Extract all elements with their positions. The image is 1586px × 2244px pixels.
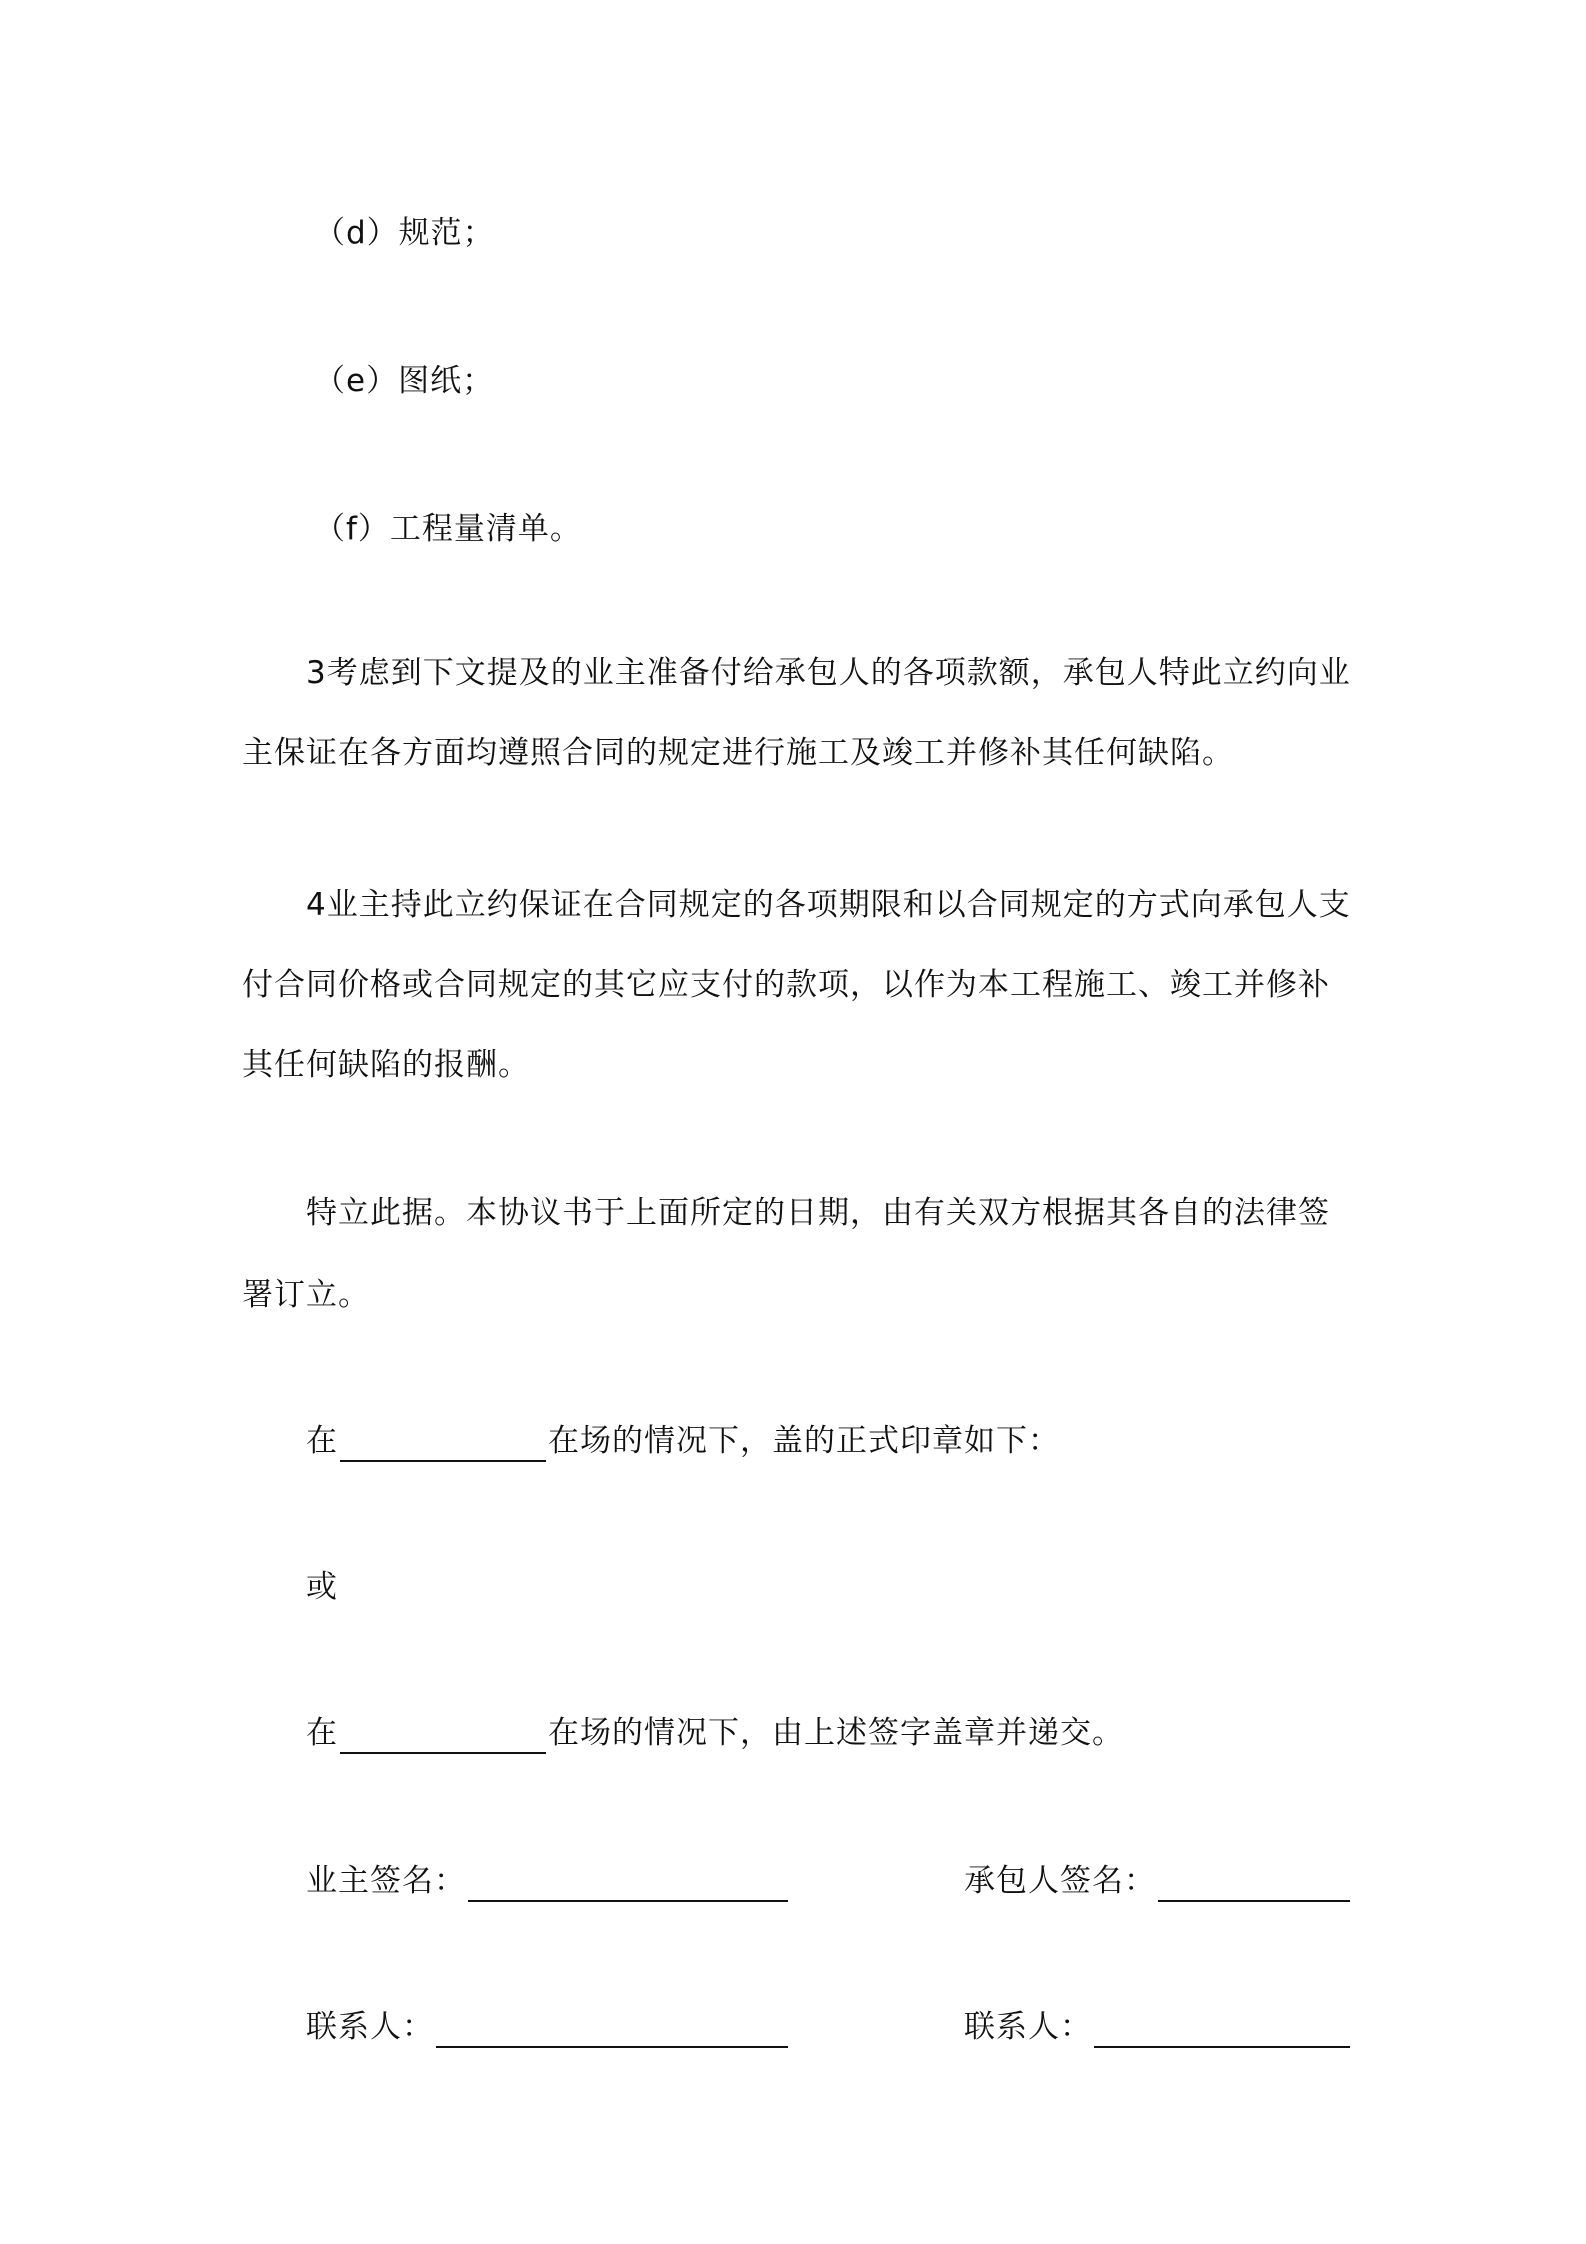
contractor-signature-blank[interactable] xyxy=(1158,1864,1350,1902)
contractor-signature xyxy=(964,1860,1352,1902)
owner-signature-blank[interactable] xyxy=(468,1864,788,1902)
seal-witness-blank[interactable] xyxy=(340,1424,546,1462)
closing-line-1: 特立此据。本协议书于上面所定的日期，由有关双方根据其各自的法律签 xyxy=(306,1195,1330,1231)
contractor-contact-label: 联系人： xyxy=(964,2009,1092,2045)
contractor-contact-blank[interactable] xyxy=(1094,2010,1350,2048)
sign-clause xyxy=(306,1712,1124,1754)
owner-signature-label: 业主签名： xyxy=(306,1863,466,1899)
paragraph-4-line-3: 其任何缺陷的报酬。 xyxy=(242,1047,530,1083)
owner-contact-label: 联系人： xyxy=(306,2009,434,2045)
seal-clause-suffix: 在场的情况下，盖的正式印章如下： xyxy=(548,1423,1060,1459)
seal-clause-prefix: 在 xyxy=(306,1423,338,1459)
sign-clause-prefix: 在 xyxy=(306,1715,338,1751)
list-item-f: （f）工程量清单。 xyxy=(314,511,582,547)
paragraph-3-line-1: 3考虑到下文提及的业主准备付给承包人的各项款额，承包人特此立约向业 xyxy=(306,655,1351,691)
paragraph-3-line-2: 主保证在各方面均遵照合同的规定进行施工及竣工并修补其任何缺陷。 xyxy=(242,735,1234,771)
sign-clause-suffix: 在场的情况下，由上述签字盖章并递交。 xyxy=(548,1715,1124,1751)
owner-contact xyxy=(306,2006,790,2048)
owner-contact-blank[interactable] xyxy=(436,2010,788,2048)
list-item-d: （d）规范； xyxy=(314,215,495,251)
seal-clause xyxy=(306,1420,1060,1462)
or-text: 或 xyxy=(306,1569,338,1605)
paragraph-4-line-1: 4业主持此立约保证在合同规定的各项期限和以合同规定的方式向承包人支 xyxy=(306,887,1351,923)
owner-signature xyxy=(306,1860,790,1902)
contractor-contact xyxy=(964,2006,1352,2048)
closing-line-2: 署订立。 xyxy=(242,1277,370,1313)
paragraph-4-line-2: 付合同价格或合同规定的其它应支付的款项，以作为本工程施工、竣工并修补 xyxy=(242,967,1330,1003)
contractor-signature-label: 承包人签名： xyxy=(964,1863,1156,1899)
list-item-e: （e）图纸； xyxy=(314,363,495,399)
sign-witness-blank[interactable] xyxy=(340,1716,546,1754)
